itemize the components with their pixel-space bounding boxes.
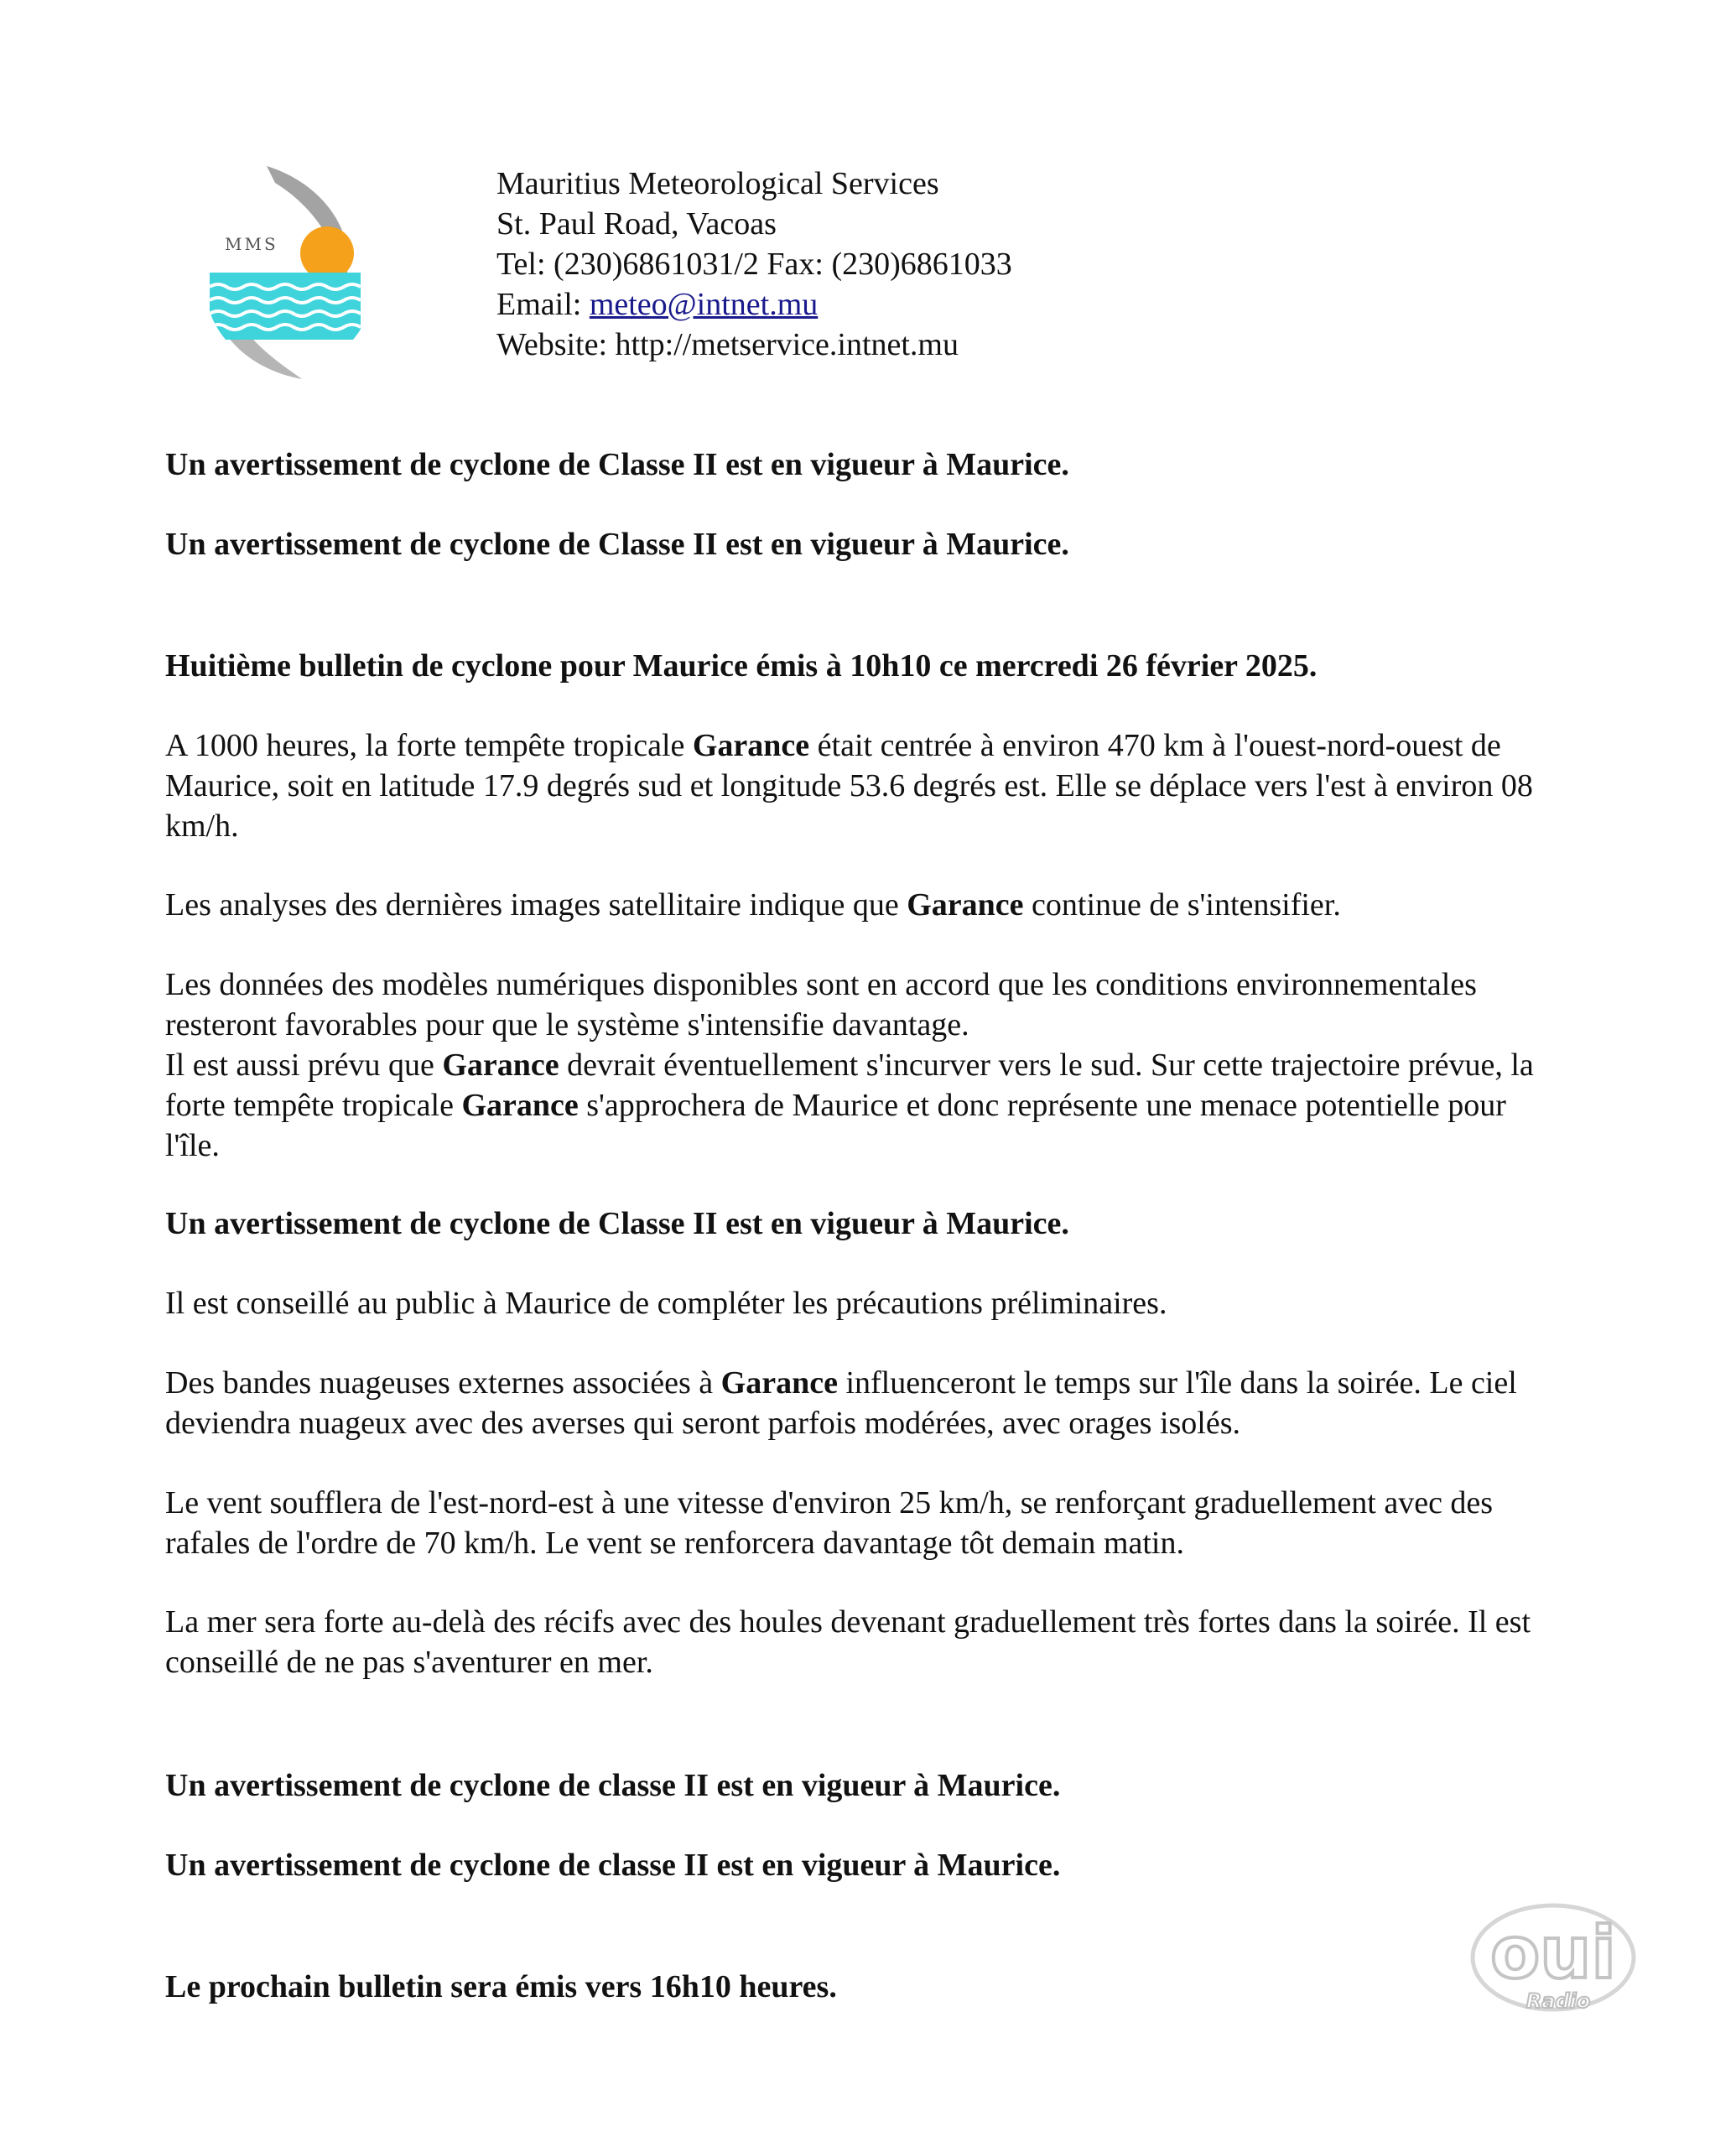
p3-text: Les données des modèles numériques disponibles sont en accord que les conditions environnementales resteront favorables pour que le système s'intensifie davantage.	[165, 967, 1477, 1042]
watermark-subtext: Radio	[1525, 1989, 1591, 2013]
next-bulletin: Le prochain bulletin sera émis vers 16h10 heures.	[165, 1969, 837, 2004]
p4-text	[165, 1045, 1557, 1166]
paragraph-clouds	[165, 1363, 1557, 1443]
letterhead	[496, 164, 1012, 365]
warning-heading-1: Un avertissement de cyclone de Classe II est en vigueur à Maurice.	[165, 447, 1069, 482]
paragraph-precautions: Il est conseillé au public à Maurice de compléter les précautions préliminaires.	[165, 1286, 1167, 1321]
paragraph-position	[165, 725, 1557, 846]
storm-name: Garance	[461, 1088, 579, 1123]
paragraph-wind: Le vent soufflera de l'est-nord-est à une vitesse d'environ 25 km/h, se renforçant graduellement avec des rafales de l'ordre de 70 km/h. Le vent se renforcera davantage tôt demain matin.	[165, 1485, 1494, 1561]
org-website: Website: http://metservice.intnet.mu	[496, 327, 959, 362]
email-label: Email:	[496, 287, 590, 322]
p6-text-a: Des bandes nuageuses externes associées à	[165, 1365, 721, 1401]
org-address: St. Paul Road, Vacoas	[496, 206, 777, 242]
oui-radio-watermark	[1466, 1897, 1644, 2023]
storm-name: Garance	[442, 1048, 559, 1083]
bulletin-title: Huitième bulletin de cyclone pour Maurice émis à 10h10 ce mercredi 26 février 2025.	[165, 648, 1318, 684]
p4-text-b: devrait éventuellement s'incurver vers le sud. Sur cette trajectoire prévue, la forte tempête tropicale	[165, 1048, 1534, 1123]
p6-text-b: influenceront le temps sur l'île dans la soirée. Le ciel deviendra nuageux avec des averses qui seront parfois modérées, avec orages isolés.	[165, 1365, 1517, 1441]
storm-name: Garance	[692, 728, 810, 763]
watermark-text: oui	[1490, 1911, 1616, 1995]
email-link[interactable]: meteo@intnet.mu	[589, 287, 819, 322]
paragraph-satellite	[165, 885, 1557, 925]
warning-heading-2: Un avertissement de cyclone de Classe II est en vigueur à Maurice.	[165, 527, 1069, 562]
mms-logo	[201, 159, 369, 386]
p2-text-b: continue de s'intensifier.	[1023, 887, 1341, 923]
logo-text: MMS	[225, 234, 278, 254]
org-name: Mauritius Meteorological Services	[496, 166, 939, 201]
warning-heading-5: Un avertissement de cyclone de classe II est en vigueur à Maurice.	[165, 1848, 1061, 1883]
p4-text-a: Il est aussi prévu que	[165, 1048, 443, 1083]
p1-text-a: A 1000 heures, la forte tempête tropicale	[165, 728, 693, 763]
org-email	[496, 284, 1012, 325]
storm-name: Garance	[907, 887, 1024, 923]
org-phone-fax: Tel: (230)6861031/2 Fax: (230)6861033	[496, 247, 1012, 282]
p4-text-c: s'approchera de Maurice et donc représente une menace potentielle pour l'île.	[165, 1088, 1506, 1163]
p1-text-b: était centrée à environ 470 km à l'ouest-nord-ouest de Maurice, soit en latitude 17.9 degrés sud et longitude 53.6 degrés est. Elle se déplace vers l'est à environ 08 km/h.	[165, 728, 1533, 844]
warning-heading-3: Un avertissement de cyclone de Classe II est en vigueur à Maurice.	[165, 1206, 1069, 1241]
storm-name: Garance	[720, 1365, 838, 1401]
warning-heading-4: Un avertissement de cyclone de classe II est en vigueur à Maurice.	[165, 1768, 1061, 1803]
p2-text-a: Les analyses des dernières images satellitaire indique que	[165, 887, 907, 923]
paragraph-models	[165, 964, 1557, 1166]
logo-sun	[300, 226, 354, 280]
paragraph-sea: La mer sera forte au-delà des récifs avec des houles devenant graduellement très fortes dans la soirée. Il est conseillé de ne pas s'aventurer en mer.	[165, 1604, 1531, 1680]
